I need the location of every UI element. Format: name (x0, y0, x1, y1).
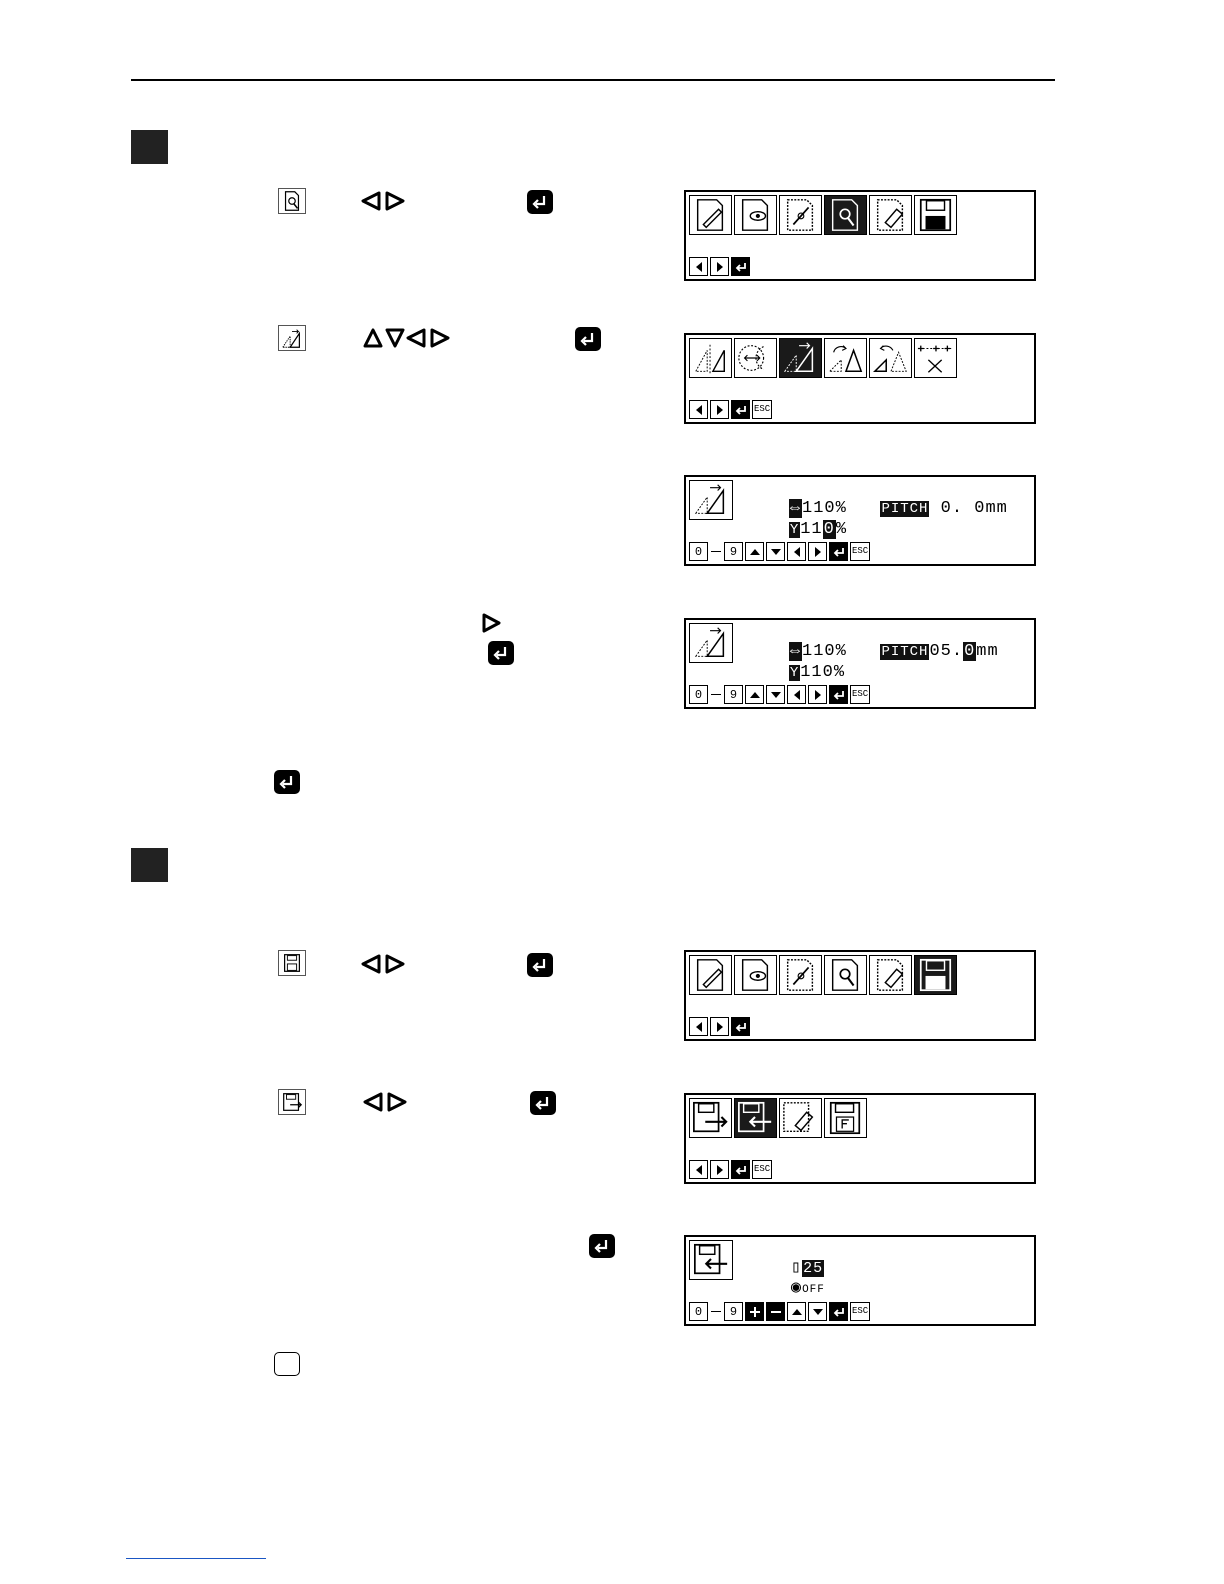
left-right-arrow-keys (359, 190, 407, 212)
enter-key-icon (530, 1091, 556, 1115)
circle-offset-icon[interactable] (734, 338, 777, 378)
top-rule (131, 79, 1055, 81)
needle-doc-icon[interactable] (779, 195, 822, 235)
pitch-label: PITCH (881, 501, 929, 517)
document-icon: ▯ (790, 1259, 803, 1278)
enter-softkey[interactable] (731, 1017, 750, 1036)
eye-icon: ◉ (790, 1279, 803, 1298)
plus-softkey[interactable] (745, 1302, 764, 1321)
wrench-doc-icon[interactable] (824, 955, 867, 995)
right-softkey[interactable] (808, 685, 827, 704)
pitch-unit: mm (976, 642, 999, 661)
right-softkey[interactable] (710, 1160, 729, 1179)
esc-softkey[interactable]: ESC (850, 542, 870, 561)
x-scale-icon: ⇔ (789, 642, 802, 661)
scale-triangle-icon (689, 480, 733, 520)
multiply-points-icon[interactable] (914, 338, 957, 378)
left-softkey[interactable] (787, 685, 806, 704)
digit-0-softkey[interactable]: 0 (689, 685, 708, 704)
up-softkey[interactable] (745, 685, 764, 704)
enter-key-icon (488, 641, 514, 665)
right-softkey[interactable] (710, 400, 729, 419)
down-softkey[interactable] (808, 1302, 827, 1321)
scale-triangle-icon[interactable] (779, 338, 822, 378)
pitch-label: PITCH (881, 644, 929, 660)
footer-link-underline[interactable] (126, 1558, 266, 1559)
y-scale-label: Y (789, 665, 800, 681)
left-softkey[interactable] (689, 257, 708, 276)
lcd-main-menu-save (684, 950, 1036, 1041)
y-scale-unit: % (835, 520, 848, 539)
rotate-triangle-icon[interactable] (824, 338, 867, 378)
pitch-cursor[interactable]: 0 (964, 642, 976, 661)
y-scale-cursor[interactable]: 0 (823, 520, 835, 539)
range-dash (710, 542, 722, 561)
left-softkey[interactable] (689, 1017, 708, 1036)
up-down-left-right-arrow-keys (362, 327, 456, 349)
down-softkey[interactable] (766, 542, 785, 561)
enter-softkey[interactable] (829, 1302, 848, 1321)
eraser-doc-icon[interactable] (869, 195, 912, 235)
floppy-arrow-icon (278, 1089, 306, 1115)
wrench-doc-icon[interactable] (824, 195, 867, 235)
esc-softkey[interactable]: ESC (752, 400, 772, 419)
lcd-scale-screen-1 (684, 475, 1036, 566)
up-softkey[interactable] (787, 1302, 806, 1321)
range-dash (710, 685, 722, 704)
x-scale-value[interactable]: 110% (802, 499, 847, 518)
x-scale-value[interactable]: 110% (802, 642, 847, 661)
reverse-rotate-triangle-icon[interactable] (869, 338, 912, 378)
scale-triangle-icon (689, 623, 733, 663)
left-right-arrow-keys (361, 1091, 409, 1113)
left-softkey[interactable] (787, 542, 806, 561)
eraser-doc-icon[interactable] (869, 955, 912, 995)
enter-key-icon (589, 1234, 615, 1258)
lcd-tools-submenu (684, 333, 1036, 424)
lcd-scale-screen-2 (684, 618, 1036, 709)
x-scale-icon: ⇔ (789, 499, 802, 518)
pitch-value[interactable]: 0. 0mm (929, 499, 1008, 518)
left-softkey[interactable] (689, 1160, 708, 1179)
enter-key-icon (527, 953, 553, 977)
enter-softkey[interactable] (731, 400, 750, 419)
esc-softkey[interactable]: ESC (752, 1160, 772, 1179)
wrench-doc-icon (278, 188, 306, 214)
right-softkey[interactable] (710, 1017, 729, 1036)
y-scale-label: Y (789, 522, 800, 538)
digit-0-softkey[interactable]: 0 (689, 1302, 708, 1321)
floppy-erase-icon[interactable] (779, 1098, 822, 1138)
pitch-value[interactable]: 05. (929, 642, 964, 661)
lcd-save-screen (684, 1235, 1036, 1326)
eye-doc-icon[interactable] (734, 195, 777, 235)
floppy-icon (278, 950, 306, 976)
right-softkey[interactable] (808, 542, 827, 561)
minus-softkey[interactable] (766, 1302, 785, 1321)
mirror-triangle-icon[interactable] (689, 338, 732, 378)
digit-9-softkey[interactable]: 9 (724, 1302, 743, 1321)
floppy-format-icon[interactable] (824, 1098, 867, 1138)
floppy-icon[interactable] (914, 955, 957, 995)
floppy-icon[interactable] (914, 195, 957, 235)
floppy-save-out-icon[interactable] (689, 1098, 732, 1138)
enter-key-icon (527, 190, 553, 214)
left-softkey[interactable] (689, 400, 708, 419)
esc-softkey[interactable]: ESC (850, 685, 870, 704)
y-scale-value[interactable]: 110% (800, 663, 846, 682)
pencil-doc-icon[interactable] (689, 955, 732, 995)
enter-softkey[interactable] (731, 257, 750, 276)
scale-triangle-icon (278, 325, 306, 351)
enter-softkey[interactable] (829, 685, 848, 704)
lcd-main-menu-tools (684, 190, 1036, 281)
digit-9-softkey[interactable]: 9 (724, 542, 743, 561)
floppy-arrow-icon[interactable] (734, 1098, 777, 1138)
digit-0-softkey[interactable]: 0 (689, 542, 708, 561)
right-arrow-key (480, 612, 502, 639)
section-marker-2 (131, 848, 168, 882)
down-softkey[interactable] (766, 685, 785, 704)
eye-doc-icon[interactable] (734, 955, 777, 995)
range-dash (710, 1302, 722, 1321)
enter-softkey[interactable] (829, 542, 848, 561)
up-softkey[interactable] (745, 542, 764, 561)
esc-softkey[interactable]: ESC (850, 1302, 870, 1321)
needle-doc-icon[interactable] (779, 955, 822, 995)
file-number-value[interactable]: 25 (803, 1260, 824, 1277)
view-state-value[interactable]: OFF (802, 1284, 825, 1296)
enter-softkey[interactable] (731, 1160, 750, 1179)
right-softkey[interactable] (710, 257, 729, 276)
enter-key-icon (274, 770, 300, 794)
blank-key-icon (274, 1352, 300, 1376)
floppy-arrow-icon (689, 1240, 733, 1280)
enter-key-icon (575, 327, 601, 351)
y-scale-value[interactable]: 11 (800, 520, 823, 539)
section-marker-1 (131, 130, 168, 164)
pencil-doc-icon[interactable] (689, 195, 732, 235)
left-right-arrow-keys (359, 953, 407, 975)
lcd-save-submenu (684, 1093, 1036, 1184)
digit-9-softkey[interactable]: 9 (724, 685, 743, 704)
